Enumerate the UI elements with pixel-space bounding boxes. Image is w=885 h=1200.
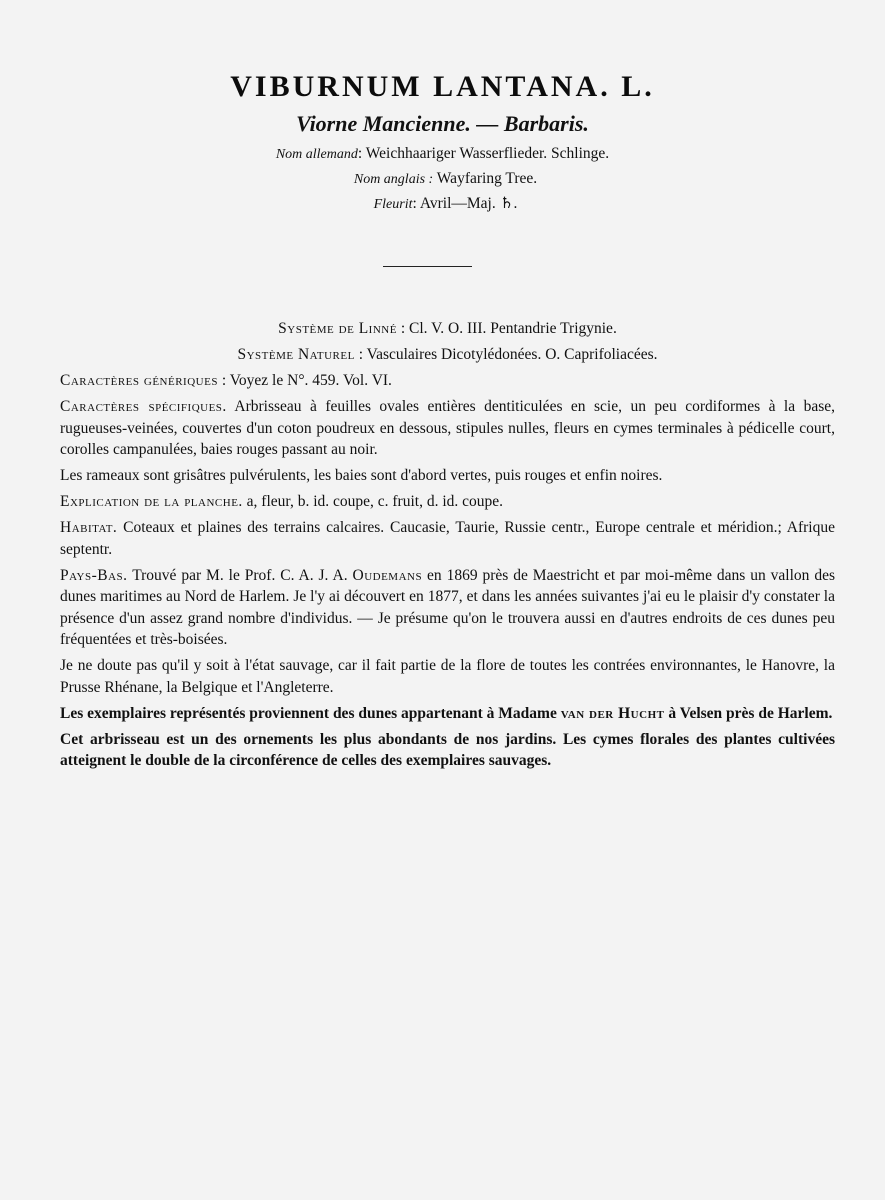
document-body: [60, 318, 835, 776]
divider-rule: [383, 266, 472, 267]
english-name-value: Wayfaring Tree.: [433, 170, 538, 187]
naturel-value: : Vasculaires Dicotylédonées. O. Caprifoliacées.: [354, 346, 658, 363]
naturel-key: Système Naturel: [237, 346, 355, 363]
linne-key: Système de Linné: [278, 320, 397, 337]
plate-value: a, fleur, b. id. coupe, c. fruit, d. id. coupe.: [242, 493, 504, 510]
plate-explanation: [60, 491, 835, 513]
specific-characters: [60, 396, 835, 461]
netherlands-name: Oudemans: [352, 566, 423, 584]
branches-paragraph: Les rameaux sont grisâtres pulvérulents, les baies sont d'abord vertes, puis rouges et enfin noires.: [60, 467, 663, 484]
generic-value: : Voyez le N°. 459. Vol. VI.: [217, 372, 392, 389]
flowering-line: [3, 194, 885, 213]
linne-system: [60, 318, 835, 340]
netherlands-post: en 1869 près de Maestricht et par moi-même dans un vallon des dunes maritimes au Nord de Harlem. Je l'y ai découvert en 1877, et dans les années suivantes j'ai eu le plaisir d'y constater la présence d'un assez grand nombre d'individus. — Je présume qu'on le trouvera aussi en d'autres endroits de ces dunes peu fréquentées et très-boisées.: [60, 566, 835, 648]
ornaments-paragraph: Cet arbrisseau est un des ornements les plus abondants de nos jardins. Les cymes florales des plantes cultivées atteignent le double de la circonférence de celles des exemplaires sauvages.: [60, 730, 835, 769]
specific-key: Caractères spécifiques.: [60, 398, 227, 415]
specimens-name: van der Hucht: [560, 704, 665, 722]
netherlands-key: Pays-Bas.: [60, 566, 128, 584]
german-name-line: [0, 145, 885, 163]
netherlands-pre: Trouvé par M. le Prof. C. A. J. A.: [127, 566, 353, 584]
page-title: VIBURNUM LANTANA. L.: [230, 70, 655, 103]
habitat-paragraph: [60, 517, 835, 560]
specimens-pre: Les exemplaires représentés proviennent des dunes appartenant à Madame: [60, 704, 561, 722]
habitat-value: Coteaux et plaines des terrains calcaires. Caucasie, Taurie, Russie centr., Europe centrale et méridion.; Afrique septentr.: [60, 519, 835, 558]
generic-key: Caractères génériques: [60, 372, 218, 389]
german-name-value: : Weichhaariger Wasserflieder. Schlinge.: [357, 145, 610, 162]
flowering-key: Fleurit: [373, 197, 413, 212]
plate-key: Explication de la planche.: [60, 493, 243, 510]
wild-state-paragraph: Je ne doute pas qu'il y soit à l'état sauvage, car il fait partie de la flore de toutes les contrées environnantes, le Hanovre, la Prusse Rhénane, la Belgique et l'Angleterre.: [60, 657, 835, 696]
german-name-key: Nom allemand: [275, 147, 358, 162]
linne-value: : Cl. V. O. III. Pentandrie Trigynie.: [396, 320, 617, 337]
specimens-paragraph: [60, 703, 835, 725]
specific-value: Arbrisseau à feuilles ovales entières dentiticulées en scie, un peu cordiformes à la base, rugueuses-veinées, couvertes d'un coton poudreux en dessous, stipules nulles, fleurs en cymes terminales à pédicelle court, corolles campanulées, baies rouges passant au noir.: [60, 398, 835, 458]
habitat-key: Habitat.: [60, 519, 118, 536]
generic-characters: [60, 370, 835, 392]
natural-system: [60, 344, 835, 366]
english-name-key: Nom anglais :: [353, 172, 434, 187]
page-subtitle: Viorne Mancienne. — Barbaris.: [296, 111, 589, 136]
flowering-value: : Avril—Maj. ♄.: [412, 195, 518, 212]
english-name-line: [3, 170, 885, 188]
netherlands-paragraph: [60, 565, 835, 651]
specimens-post: à Velsen près de Harlem.: [664, 704, 833, 722]
